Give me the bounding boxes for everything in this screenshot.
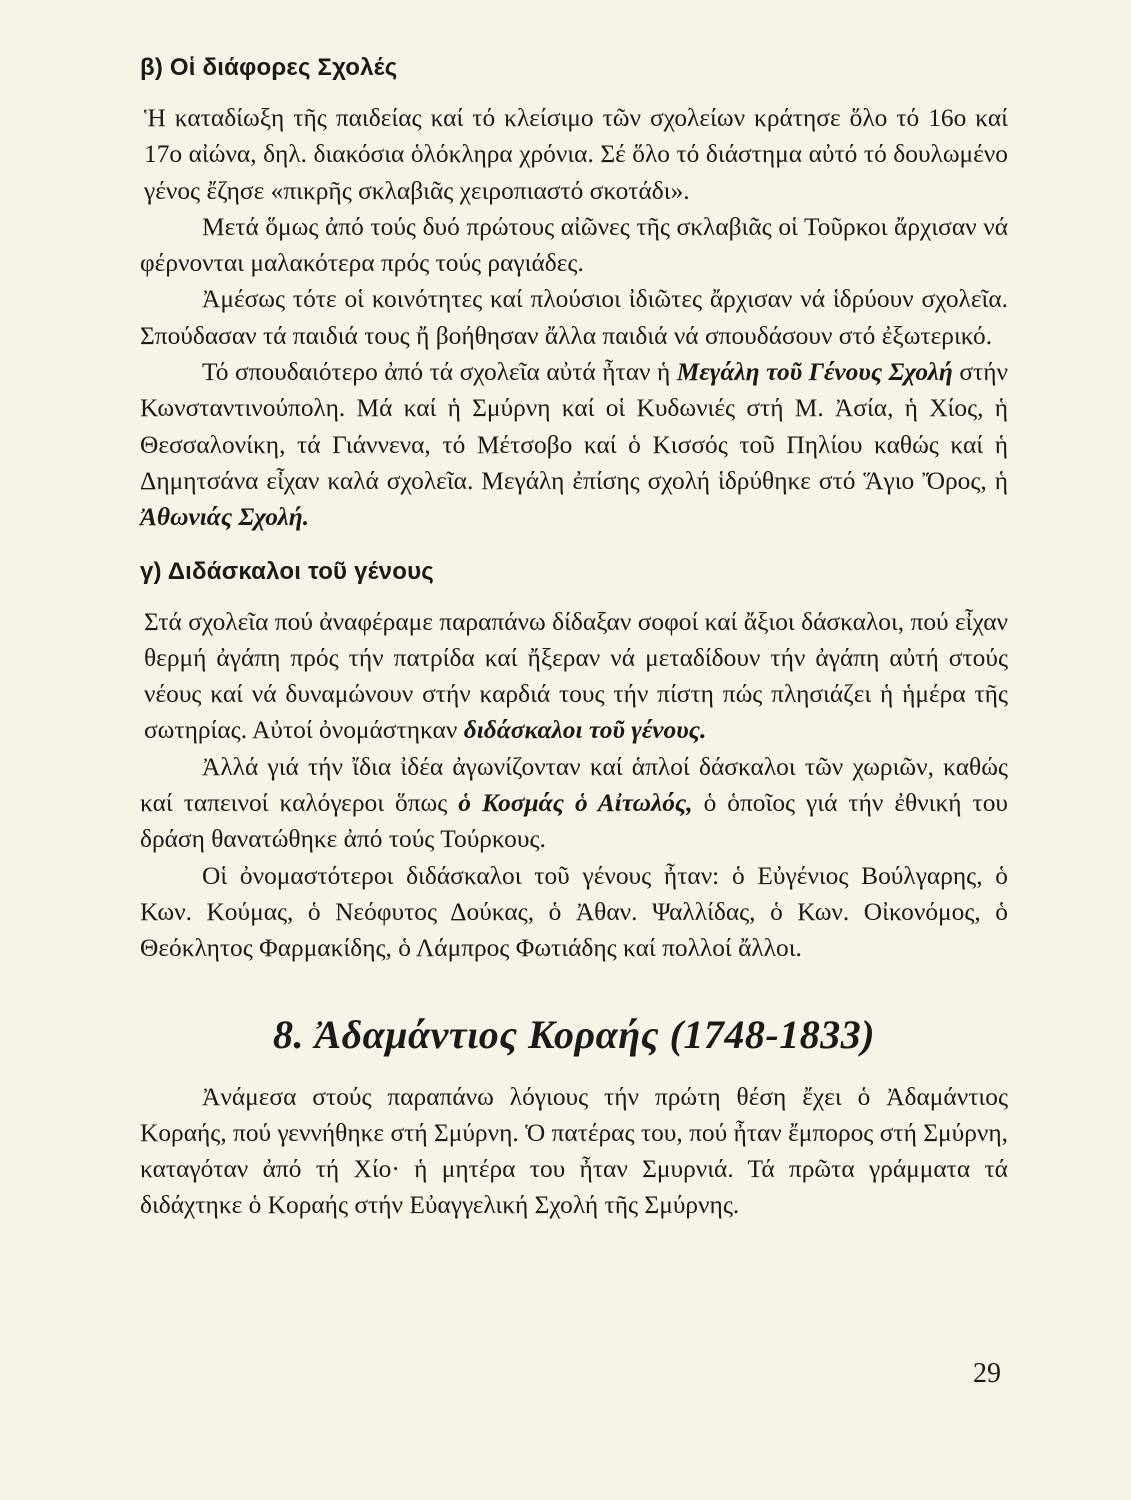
paragraph-c1 <box>140 604 1008 749</box>
section-heading-c: γ) Διδάσκαλοι τοῦ γένους <box>140 557 434 585</box>
paragraph-b4-text-a: Τό σπουδαιότερο ἀπό τά σχολεῖα αὐτά ἦταν ἡ <box>202 358 677 387</box>
section-heading-b: β) Οἱ διάφορες Σχολές <box>140 54 398 81</box>
page-number: 29 <box>973 1358 1001 1389</box>
paragraph-c3: Οἱ ὀνομαστότεροι διδάσκαλοι τοῦ γένους ἦταν: ὁ Εὐγένιος Βούλγαρης, ὁ Κων. Κούμας, ὁ Νεόφυτος Δούκας, ὁ Ἀθαν. Ψαλλίδας, ὁ Κων. Οἰκονόμος, ὁ Θεόκλητος Φαρμακίδης, ὁ Λάμπρος Φωτιάδης καί πολλοί ἄλλοι. <box>140 861 1008 963</box>
paragraph-korais: Ἀνάμεσα στούς παραπάνω λόγιους τήν πρώτη θέση ἔχει ὁ Ἀδαμάντιος Κοραής, πού γεννήθηκε στή Σμύρνη. Ὁ πατέρας του, πού ἦταν ἔμπορος στή Σμύρνη, καταγόταν ἀπό τή Χίο· ἡ μητέρα του ἦταν Σμυρνιά. Τά πρῶτα γράμματα τά διδάχτηκε ὁ Κοραής στήν Εὐαγγελική Σχολή τῆς Σμύρνης. <box>140 1082 1008 1220</box>
paragraph-c2-text-b: ὁ ὁποῖος γιά τήν ἐθνική του δράση θανατώθηκε ἀπό τούς Τούρκους. <box>140 789 1008 854</box>
paragraph-b3: Ἀμέσως τότε οἱ κοινότητες καί πλούσιοι ἰδιῶτες ἄρχισαν νά ἱδρύουν σχολεῖα. Σπούδασαν τά παιδιά τους ἤ βοήθησαν ἄλλα παιδιά νά σπουδάσουν στό ἐξωτερικό. <box>140 285 1008 350</box>
paragraph-c1-text: Στά σχολεῖα πού ἀναφέραμε παραπάνω δίδαξαν σοφοί καί ἄξιοι δάσκαλοι, πού εἶχαν θερμή ἀγάπη πρός τήν πατρίδα καί ἤξεραν νά μεταδίδουν τήν ἀγάπη αὐτή στούς νέους καί νά δυναμώνουν στήν καρδιά τους τήν πίστη πώς πλησιάζει ἡ ἡμέρα τῆς σωτηρίας. Αὐτοί ὀνομάστηκαν <box>144 607 1008 745</box>
megali-scholi-emphasis: Μεγάλη τοῦ Γένους Σχολή <box>676 358 953 387</box>
kosmas-emphasis: ὁ Κοσμάς ὁ Αἰτωλός, <box>458 789 693 818</box>
chapter-title: 8. Ἀδαμάντιος Κοραής (1748-1833) <box>272 1011 876 1057</box>
paragraph-c2-text-a: Ἀλλά γιά τήν ἴδια ἰδέα ἀγωνίζονταν καί ἁπλοί δάσκαλοι τῶν χωριῶν, καθώς καί ταπεινοί καλόγεροι ὅπως <box>140 752 1008 818</box>
paragraph-b2: Μετά ὅμως ἀπό τούς δυό πρώτους αἰῶνες τῆς σκλαβιᾶς οἱ Τοῦρκοι ἄρχισαν νά φέρνονται μαλακότερα πρός τούς ραγιάδες. <box>140 212 1008 278</box>
didaskaloi-emphasis: διδάσκαλοι τοῦ γένους. <box>463 716 707 745</box>
paragraph-c2 <box>140 749 1008 858</box>
paragraph-b4 <box>140 354 1008 535</box>
paragraph-b4-text-b: στήν Κωνσταντινούπολη. Μά καί ἡ Σμύρνη καί οἱ Κυδωνιές στή Μ. Ἀσία, ἡ Χίος, ἡ Θεσσαλονίκη, τά Γιάννενα, τό Μέτσοβο καί ὁ Κισσός τοῦ Πηλίου καθώς καί ἡ Δημητσάνα εἶχαν καλά σχολεῖα. Μεγάλη ἐπίσης σχολή ἱδρύθηκε στό Ἅγιο Ὄρος, ἡ <box>140 358 1009 495</box>
page-body <box>140 52 1008 1224</box>
athonias-scholi-emphasis: Ἀθωνιάς Σχολή. <box>140 503 310 532</box>
paragraph-b1: Ἡ καταδίωξη τῆς παιδείας καί τό κλείσιμο τῶν σχολείων κράτησε ὅλο τό 16ο καί 17ο αἰώνα, δηλ. διακόσια ὁλόκληρα χρόνια. Σέ ὅλο τό διάστημα αὐτό τό δουλωμένο γένος ἔζησε «πικρῆς σκλαβιᾶς χειροπιαστό σκοτάδι». <box>144 104 1008 205</box>
